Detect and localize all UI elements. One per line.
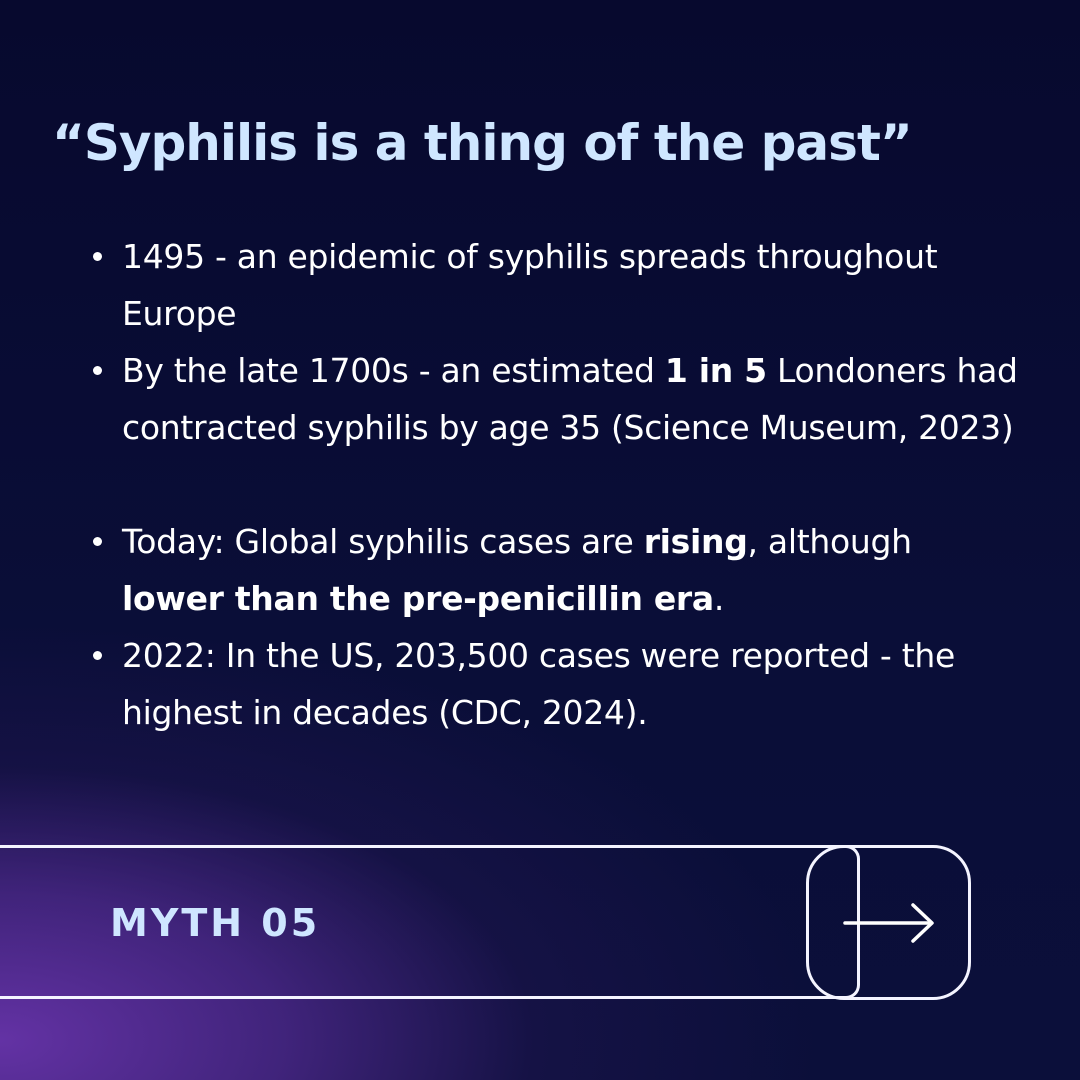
fact-highlight: lower than the pre-penicillin era [122,579,714,618]
fact-text: , although [747,522,912,561]
fact-text: Londoners had contracted syphilis by age 35 (Science Museum, 2023) [122,351,1018,447]
fact-text: By the late 1700s - an estimated [122,351,665,390]
arrow-right-icon [843,901,937,945]
fact-highlight: rising [643,522,748,561]
fact-text: Today: Global syphilis cases are [122,522,644,561]
fact-text: 2022: In the US, 203,500 cases were reported - the highest in decades (CDC, 2024). [122,636,955,732]
myth-number-label: MYTH 05 [110,901,321,945]
fact-text: 1495 - an epidemic of syphilis spreads throughout Europe [122,237,938,333]
fact-text: . [713,579,725,618]
page-title: “Syphilis is a thing of the past” [52,114,912,172]
fact-item-1700s [122,342,1022,456]
fact-item-2022 [122,627,1022,741]
fact-list [122,228,1022,741]
fact-highlight: 1 in 5 [664,351,767,390]
fact-item-1495 [122,228,1022,342]
next-button[interactable] [806,845,971,1000]
fact-item-today [122,513,1022,627]
